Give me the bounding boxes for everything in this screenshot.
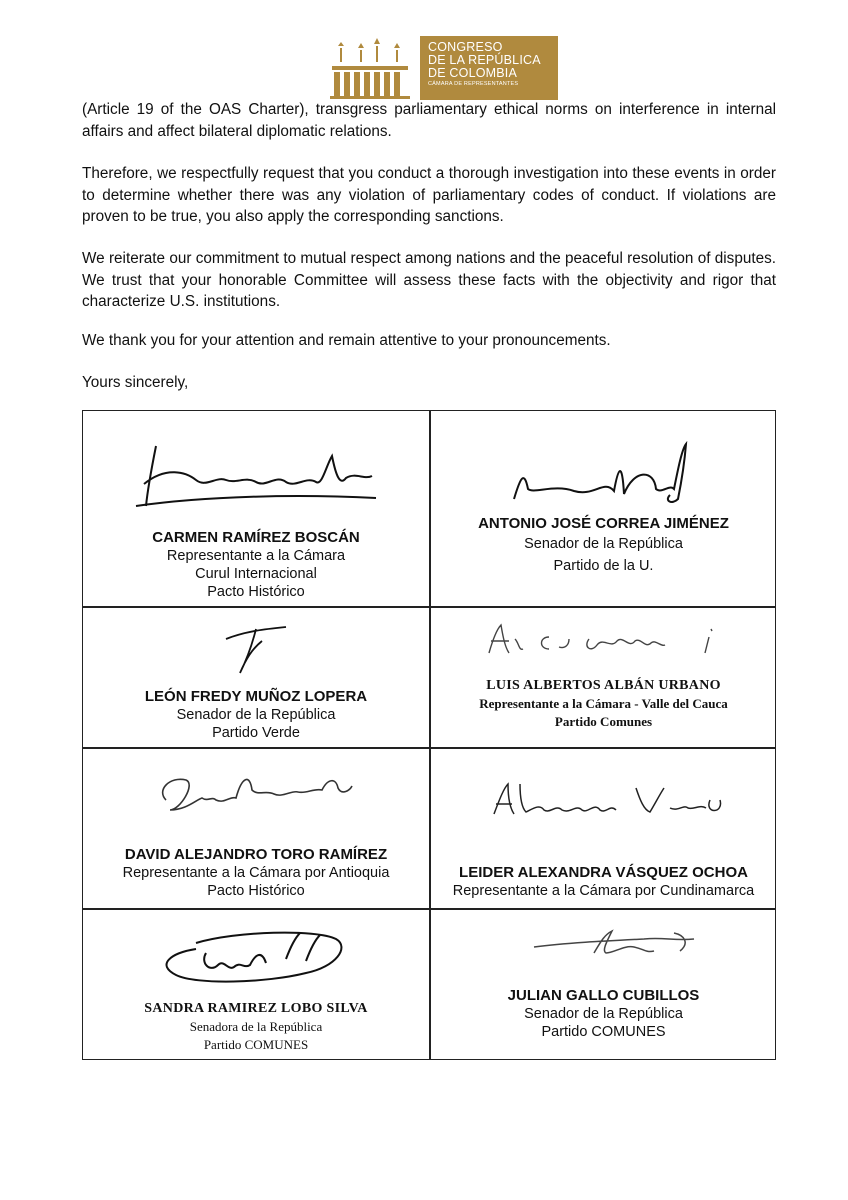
signatory-name-7: SANDRA RAMIREZ LOBO SILVA (144, 1001, 368, 1016)
signatory-role-1a: Representante a la Cámara (166, 548, 346, 564)
signature-table (82, 410, 776, 1060)
signatory-cell-1 (83, 411, 429, 606)
paragraph-1: (Article 19 of the OAS Charter), transgress parliamentary ethical norms on interference in internal affairs and affect bilateral diplomatic relations. (82, 101, 776, 140)
signatory-cell-7 (83, 909, 429, 1059)
signature-image-5 (83, 760, 429, 820)
signatory-role-7a: Senadora de la República (189, 1019, 323, 1034)
signatory-role-8a: Senador de la República (524, 1006, 683, 1022)
signatory-name-5: DAVID ALEJANDRO TORO RAMÍREZ (124, 846, 388, 863)
signature-image-4 (430, 619, 777, 659)
signatory-name-3: LEÓN FREDY MUÑOZ LOPERA (144, 688, 368, 705)
logo-wordmark (420, 36, 558, 100)
signatory-role-1b: Curul Internacional (195, 566, 317, 582)
signatory-cell-8 (430, 909, 777, 1059)
logo-line-1: CONGRESO (428, 40, 503, 54)
closing-line: Yours sincerely, (82, 374, 189, 391)
signatory-name-6: LEIDER ALEXANDRA VÁSQUEZ OCHOA (459, 864, 748, 881)
congress-logo (318, 36, 558, 100)
paragraph-3: We reiterate our commitment to mutual respect among nations and the peaceful resolution of disputes. We trust that your honorable Committee will assess these facts with the objectivity and rigor that characterize U.S. institutions. (82, 250, 776, 310)
signatory-cell-6 (430, 748, 777, 908)
signatory-role-5b: Pacto Histórico (207, 883, 305, 899)
signatory-role-1c: Pacto Histórico (207, 584, 305, 600)
signature-image-7 (83, 923, 429, 993)
signatory-role-6a: Representante a la Cámara por Cundinamarca (452, 883, 755, 899)
signatory-role-4b: Partido Comunes (554, 714, 653, 729)
signature-image-3 (83, 619, 429, 679)
signatory-role-8b: Partido COMUNES (541, 1024, 666, 1040)
signatory-role-2b: Partido de la U. (553, 558, 654, 574)
capitol-building-icon (318, 36, 420, 100)
signatory-role-7b: Partido COMUNES (203, 1037, 309, 1052)
signatory-name-2: ANTONIO JOSÉ CORREA JIMÉNEZ (478, 515, 729, 532)
signatory-role-2a: Senador de la República (524, 536, 683, 552)
logo-subtitle: CÁMARA DE REPRESENTANTES (428, 81, 519, 87)
signatory-role-5a: Representante a la Cámara por Antioquia (122, 865, 390, 881)
signatory-name-4: LUIS ALBERTOS ALBÁN URBANO (486, 678, 721, 693)
signatory-name-8: JULIAN GALLO CUBILLOS (507, 987, 700, 1004)
signatory-role-3a: Senador de la República (176, 707, 336, 723)
logo-line-2: DE LA REPÚBLICA (428, 53, 541, 67)
signatory-role-3b: Partido Verde (212, 725, 300, 741)
signature-image-1 (83, 436, 429, 516)
signatory-cell-2 (430, 411, 777, 606)
signatory-role-4a: Representante a la Cámara - Valle del Cauca (479, 696, 728, 711)
paragraph-2: Therefore, we respectfully request that you conduct a thorough investigation into these events in order to determine whether there was any violation of parliamentary codes of conduct. If violations are proven to be true, you also apply the corresponding sanctions. (82, 165, 776, 225)
signatory-cell-4 (430, 607, 777, 747)
paragraph-4: We thank you for your attention and remain attentive to your pronouncements. (82, 332, 611, 349)
logo-line-3: DE COLOMBIA (428, 66, 518, 80)
signature-image-2 (430, 439, 777, 509)
signature-image-8 (430, 923, 777, 963)
signatory-name-1: CARMEN RAMÍREZ BOSCÁN (152, 529, 360, 546)
signatory-cell-5 (83, 748, 429, 908)
signatory-cell-3 (83, 607, 429, 747)
signature-image-6 (430, 774, 777, 824)
